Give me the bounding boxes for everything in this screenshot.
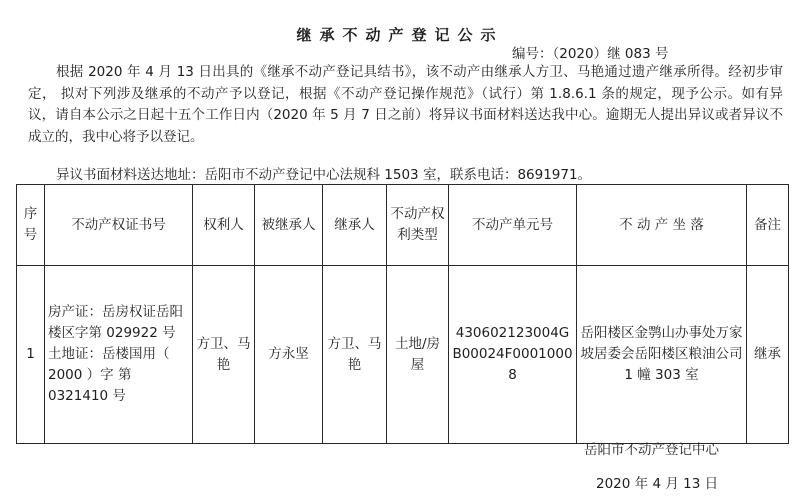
cell-location: 岳阳楼区金鹗山办事处万家坡居委会岳阳楼区粮油公司 1 幢 303 室	[577, 266, 747, 444]
header-right-type: 不动产权利类型	[387, 185, 449, 266]
issue-date: 2020 年 4 月 13 日	[596, 476, 719, 492]
cell-note: 继承	[747, 266, 789, 444]
header-note: 备注	[747, 185, 789, 266]
cell-right-type: 土地/房屋	[387, 266, 449, 444]
issuer-name: 岳阳市不动产登记中心	[584, 442, 719, 458]
cert-house: 房产证：岳房权证岳阳楼区字第 029922 号	[48, 304, 183, 341]
cell-cert-no	[45, 266, 193, 444]
cell-seq: 1	[17, 266, 45, 444]
objection-address: 异议书面材料送达地址：岳阳市不动产登记中心法规科 1503 室，联系电话：8691971。	[56, 167, 592, 183]
cell-unit-no: 430602123004GB00024F00010008	[449, 266, 577, 444]
notice-title: 继承不动产登记公示	[296, 26, 504, 44]
table-row	[17, 266, 789, 444]
cell-heir: 方卫、马艳	[323, 266, 387, 444]
notice-number: 编号：（2020）继 083 号	[512, 46, 669, 62]
header-right-holder: 权利人	[193, 185, 255, 266]
table-header-row	[17, 185, 789, 266]
cell-decedent: 方永坚	[255, 266, 323, 444]
notice-paragraph: 根据 2020 年 4 月 13 日出具的《继承不动产登记具结书》，该不动产由继承人方卫、马艳通过遗产继承所得。经初步审定， 拟对下列涉及继承的不动产予以登记，根据《不动产登记操作规范》（试行）第 1.8.6.1 条的规定，现予公示。如有异议，请自本公示之日起十五个工作日内（2020 年 5 月 7 日之前）将异议书面材料送达我中心。逾期无人提出异议或者异议不成立的，我中心将予以登记。	[28, 64, 783, 145]
header-heir: 继承人	[323, 185, 387, 266]
cert-land: 土地证：岳楼国用（ 2000 ）字 第 0321410 号	[48, 346, 170, 404]
registration-table	[16, 184, 789, 444]
header-location: 不 动 产 坐 落	[577, 185, 747, 266]
cell-right-holder: 方卫、马艳	[193, 266, 255, 444]
header-decedent: 被继承人	[255, 185, 323, 266]
header-seq: 序号	[17, 185, 45, 266]
header-unit-no: 不动产单元号	[449, 185, 577, 266]
header-cert-no: 不动产权证书号	[45, 185, 193, 266]
